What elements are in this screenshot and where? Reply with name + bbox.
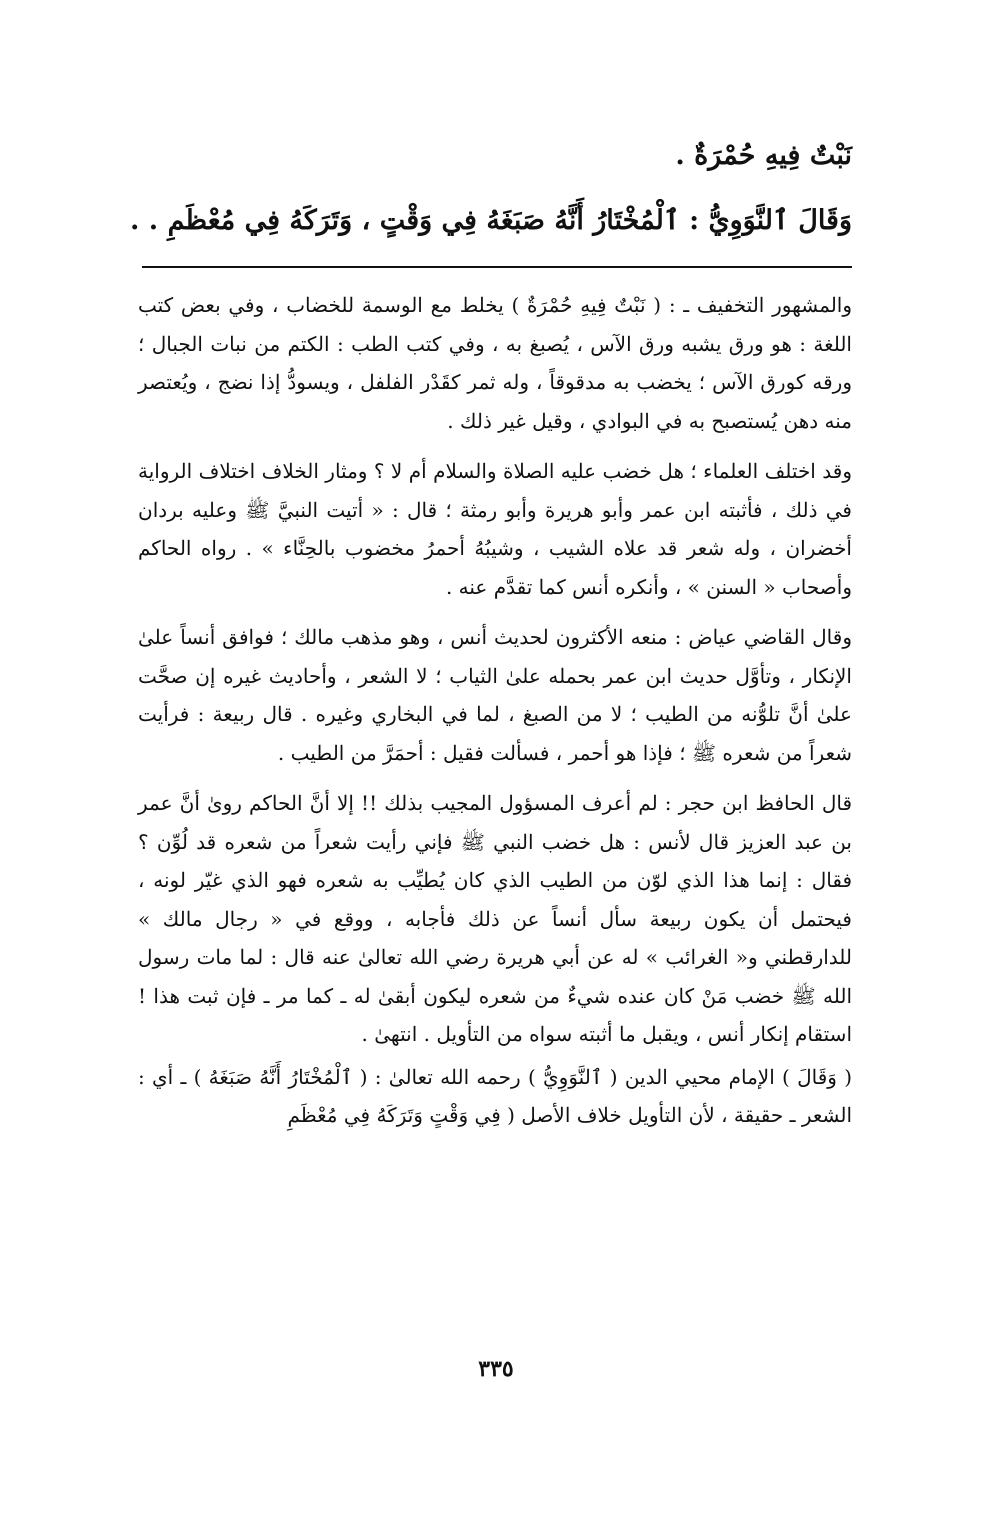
separator-rule — [142, 266, 852, 268]
commentary-paragraph-1: والمشهور التخفيف ـ : ( نَبْتٌ فِيهِ حُمْرَةٌ ) يخلط مع الوسمة للخضاب ، وفي بعض كتب اللغة : هو ورق يشبه ورق الآس ، يُصبغ به ، وفي كتب الطب : الكتم من نبات الجبال ؛ ورقه كورق الآس ؛ يخضب به مدقوقاً ، وله ثمر كقَدْر الفلفل ، ويسودُّ إذا نضج ، ويُعتصر منه دهن يُستصبح به في البوادي ، وقيل غير ذلك . — [138, 293, 852, 433]
commentary-paragraph-4: قال الحافظ ابن حجر : لم أعرف المسؤول المجيب بذلك !! إلا أنَّ الحاكم روىٰ أنَّ عمر بن عبد العزيز قال لأنس : هل خضب النبي ﷺ فإني رأيت شعراً من شعره قد لُوِّن ؟ فقال : إنما هذا الذي لوّن من الطيب الذي كان يُطيِّب به شعره فهو الذي غيّر لونه ، فيحتمل أن يكون ربيعة سأل أنساً عن ذلك فأجابه ، ووقع في « رجال مالك » للدارقطني و« الغرائب » له عن أبي هريرة رضي الله تعالىٰ عنه قال : لما مات رسول الله ﷺ خضب مَنْ كان عنده شيءٌ من شعره ليكون أبقىٰ له ـ كما مر ـ فإن ثبت هذا ! استقام إنكار أنس ، ويقبل ما أثبته سواه من التأويل . انتهىٰ . — [138, 791, 853, 1046]
page-number: ٣٣٥ — [478, 1356, 514, 1382]
matn-line-1: نَبْتٌ فِيهِ حُمْرَةٌ . — [675, 140, 852, 171]
commentary-paragraph-3: وقال القاضي عياض : منعه الأكثرون لحديث أنس ، وهو مذهب مالك ؛ فوافق أنساً علىٰ الإنكار ، وتأوَّل حديث ابن عمر بحمله علىٰ الثياب ؛ لا الشعر ، وأحاديث غيره إن صحَّت علىٰ أنَّ تلوُّنه من الطيب ؛ لا من الصبغ ، لما في البخاري وغيره . قال ربيعة : فرأيت شعراً من شعره ﷺ ؛ فإذا هو أحمر ، فسألت فقيل : أحمَرَّ من الطيب . — [138, 625, 852, 765]
matn-line-2: وَقَالَ ٱلنَّوَوِيُّ : ٱلْمُخْتَارُ أَنَّهُ صَبَغَهُ فِي وَقْتٍ ، وَتَرَكَهُ فِي مُعْظَمِ . . — [129, 205, 852, 236]
commentary-block — [138, 286, 852, 1139]
commentary-paragraph-2: وقد اختلف العلماء ؛ هل خضب عليه الصلاة والسلام أم لا ؟ ومثار الخلاف اختلاف الرواية في ذلك ، فأثبته ابن عمر وأبو هريرة وأبو رمثة ؛ قال : « أتيت النبيَّ ﷺ وعليه بردان أخضران ، وله شعر قد علاه الشيب ، وشيبُهُ أحمرُ مخضوب بالحِنَّاء » . رواه الحاكم وأصحاب « السنن » ، وأنكره أنس كما تقدَّم عنه . — [138, 459, 852, 599]
commentary-paragraph-5: ( وَقَالَ ) الإمام محيي الدين ( ٱلنَّوَوِيُّ ) رحمه الله تعالىٰ : ( ٱلْمُخْتَارُ أَنَّهُ صَبَغَهُ ) ـ أي : الشعر ـ حقيقة ، لأن التأويل خلاف الأصل ( فِي وَقْتٍ وَتَرَكَهُ فِي مُعْظَمِ — [138, 1064, 852, 1127]
